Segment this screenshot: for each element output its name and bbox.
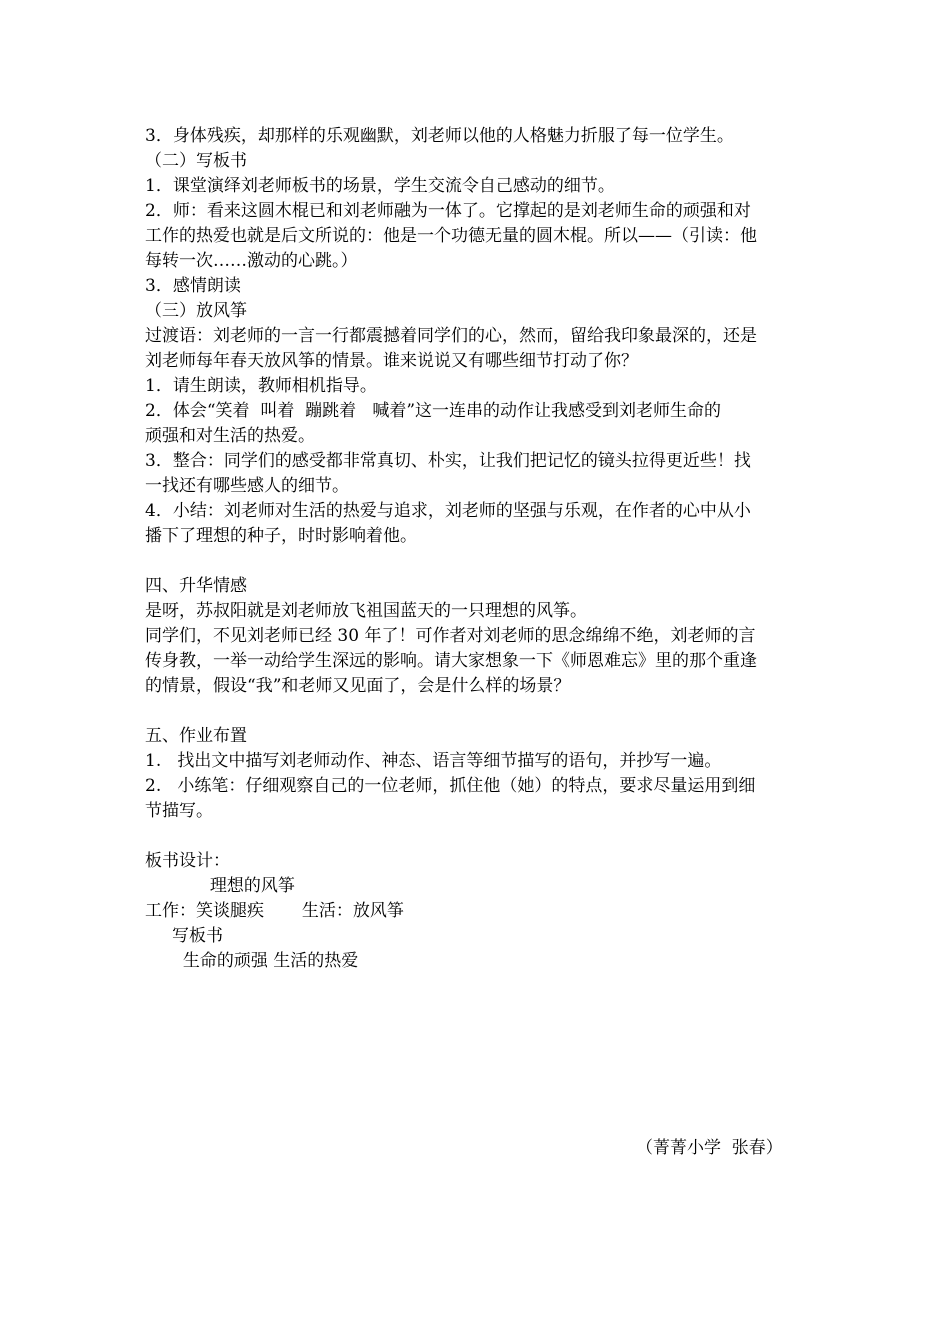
text-line: 3．整合：同学们的感受都非常真切、朴实，让我们把记忆的镜头拉得更近些！找 xyxy=(145,451,751,471)
text-line: 节描写。 xyxy=(145,801,213,821)
text-line: 1．请生朗读，教师相机指导。 xyxy=(145,376,377,396)
section-heading: 五、作业布置 xyxy=(145,726,247,746)
blank-line xyxy=(145,549,815,574)
text-line: 1．课堂演绎刘老师板书的场景，学生交流令自己感动的细节。 xyxy=(145,176,615,196)
text-line: 2. 小练笔：仔细观察自己的一位老师，抓住他（她）的特点，要求尽量运用到细 xyxy=(145,776,756,796)
text-line: 传身教，一举一动给学生深远的影响。请大家想象一下《师恩难忘》里的那个重逢 xyxy=(145,651,757,671)
text-line: 播下了理想的种子，时时影响着他。 xyxy=(145,526,417,546)
text-line: 工作的热爱也就是后文所说的：他是一个功德无量的圆木棍。所以——（引读：他 xyxy=(145,226,757,246)
text-line: 4．小结：刘老师对生活的热爱与追求，刘老师的坚强与乐观，在作者的心中从小 xyxy=(145,501,751,521)
section-heading: （二）写板书 xyxy=(145,151,247,171)
text-line: 的情景，假设“我”和老师又见面了，会是什么样的场景？ xyxy=(145,676,571,696)
blank-line xyxy=(145,824,815,849)
text-line: 是呀，苏叔阳就是刘老师放飞祖国蓝天的一只理想的风筝。 xyxy=(145,601,587,621)
board-design-row: 写板书 xyxy=(145,926,224,946)
section-heading: 四、升华情感 xyxy=(145,576,247,596)
text-line: 刘老师每年春天放风筝的情景。谁来说说又有哪些细节打动了你？ xyxy=(145,351,638,371)
text-line: 1. 找出文中描写刘老师动作、神态、语言等细节描写的语句，并抄写一遍。 xyxy=(145,751,722,771)
blank-line xyxy=(145,699,815,724)
section-heading: （三）放风筝 xyxy=(145,301,247,321)
text-line: 顽强和对生活的热爱。 xyxy=(145,426,315,446)
text-line: 2．体会“笑着 叫着 蹦跳着 喊着”这一连串的动作让我感受到刘老师生命的 xyxy=(145,401,722,421)
text-line: 3．身体残疾，却那样的乐观幽默，刘老师以他的人格魅力折服了每一位学生。 xyxy=(145,126,734,146)
author-signature: （菁菁小学 张春） xyxy=(636,1138,783,1158)
text-line: 每转一次……激动的心跳。） xyxy=(145,251,358,271)
board-design-title: 理想的风筝 xyxy=(145,876,295,896)
board-design-heading: 板书设计： xyxy=(145,851,230,871)
text-line: 同学们，不见刘老师已经 30 年了！可作者对刘老师的思念绵绵不绝，刘老师的言 xyxy=(145,626,756,646)
board-design-row: 生命的顽强 生活的热爱 xyxy=(145,951,359,971)
text-line: 2．师：看来这圆木棍已和刘老师融为一体了。它撑起的是刘老师生命的顽强和对 xyxy=(145,201,751,221)
text-line: 过渡语：刘老师的一言一行都震撼着同学们的心，然而，留给我印象最深的，还是 xyxy=(145,326,757,346)
document-body xyxy=(145,124,815,974)
text-line: 一找还有哪些感人的细节。 xyxy=(145,476,349,496)
board-design-row: 工作：笑谈腿疾 生活：放风筝 xyxy=(145,901,404,921)
text-line: 3．感情朗读 xyxy=(145,276,241,296)
